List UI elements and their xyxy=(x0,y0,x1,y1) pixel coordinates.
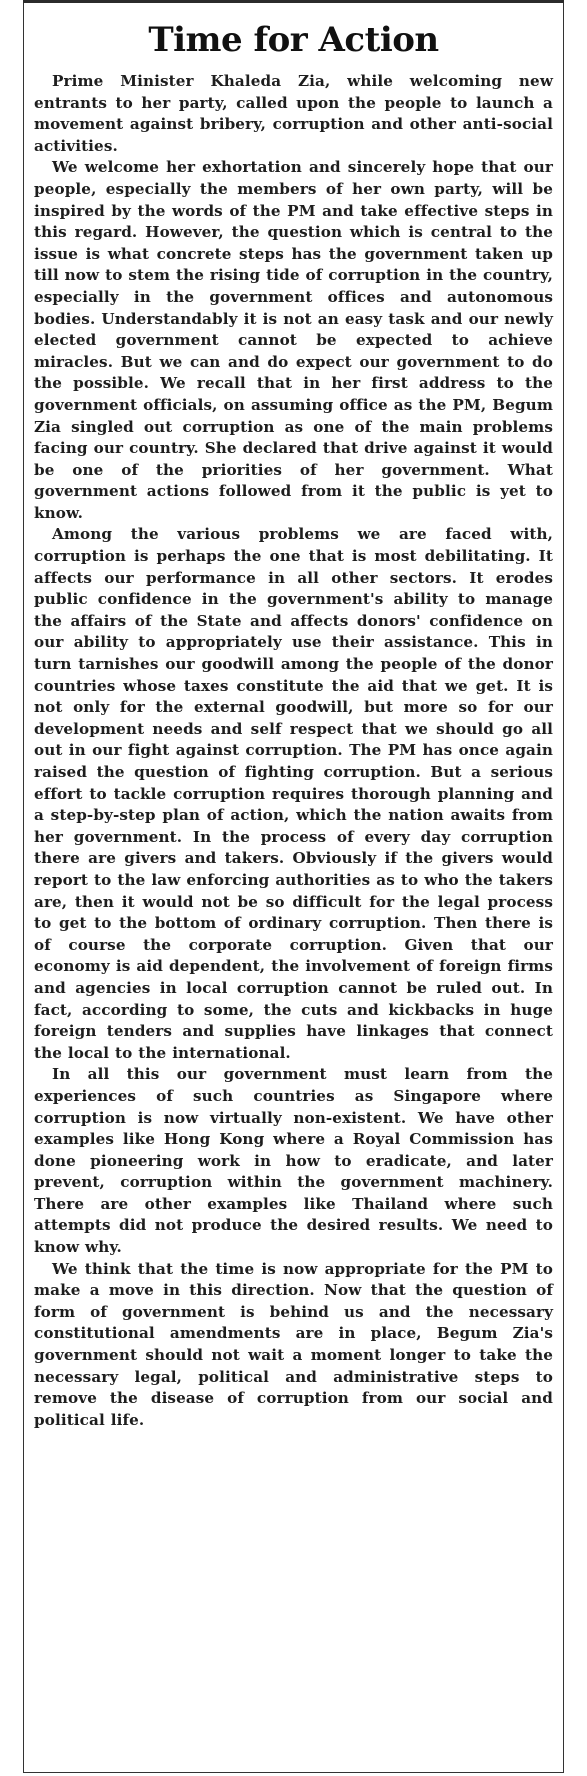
headline: Time for Action xyxy=(148,20,439,60)
article-body xyxy=(24,71,563,1431)
paragraph-2: We welcome her exhortation and sincerely hope that our people, especially the members of her own party, will be inspired by the words of the PM and take effective steps in this regard. However, the question which is central to the issue is what concrete steps has the government taken up till now to stem the rising tide of corruption in the country, especially in the government offices and autonomous bodies. Understandably it is not an easy task and our newly elected government cannot be expected to achieve miracles. But we can and do expect our government to do the possible. We recall that in her first address to the government officials, on assuming office as the PM, Begum Zia singled out corruption as one of the main problems facing our country. She declared that drive against it would be one of the priorities of her government. What government actions followed from it the public is yet to know. xyxy=(34,158,553,522)
editorial-article xyxy=(23,3,564,1773)
paragraph-4: In all this our government must learn from the experiences of such countries as Singapore where corruption is now virtually non-existent. We have other examples like Hong Kong where a Royal Commission has done pioneering work in how to eradicate, and later prevent, corruption within the government machinery. There are other examples like Thailand where such attempts did not produce the desired results. We need to know why. xyxy=(34,1065,553,1257)
paragraph-5: We think that the time is now appropriate for the PM to make a move in this direction. Now that the question of form of government is behind us and the necessary constitutional amendments are in place, Begum Zia's government should not wait a moment longer to take the necessary legal, political and administrative steps to remove the disease of corruption from our social and political life. xyxy=(34,1259,553,1429)
paragraph-3: Among the various problems we are faced with, corruption is perhaps the one that is most debilitating. It affects our performance in all other sectors. It erodes public confidence in the government's ability to manage the affairs of the State and affects donors' confidence on our ability to appropriately use their assistance. This in turn tarnishes our goodwill among the people of the donor countries whose taxes constitute the aid that we get. It is not only for the external goodwill, but more so for our development needs and self respect that we should go all out in our fight against corruption. The PM has once again raised the question of fighting corruption. But a serious effort to tackle corruption requires thorough planning and a step-by-step plan of action, which the nation awaits from her government. In the process of every day corruption there are givers and takers. Obviously if the givers would report to the law enforcing authorities as to who the takers are, then it would not be so difficult for the legal process to get to the bottom of ordinary corruption. Then there is of course the corporate corruption. Given that our economy is aid dependent, the involvement of foreign firms and agencies in local corruption cannot be ruled out. In fact, according to some, the cuts and kickbacks in huge foreign tenders and supplies have linkages that connect the local to the international. xyxy=(34,525,553,1062)
paragraph-1: Prime Minister Khaleda Zia, while welcoming new entrants to her party, called upon the people to launch a movement against bribery, corruption and other anti-social activities. xyxy=(34,72,553,155)
